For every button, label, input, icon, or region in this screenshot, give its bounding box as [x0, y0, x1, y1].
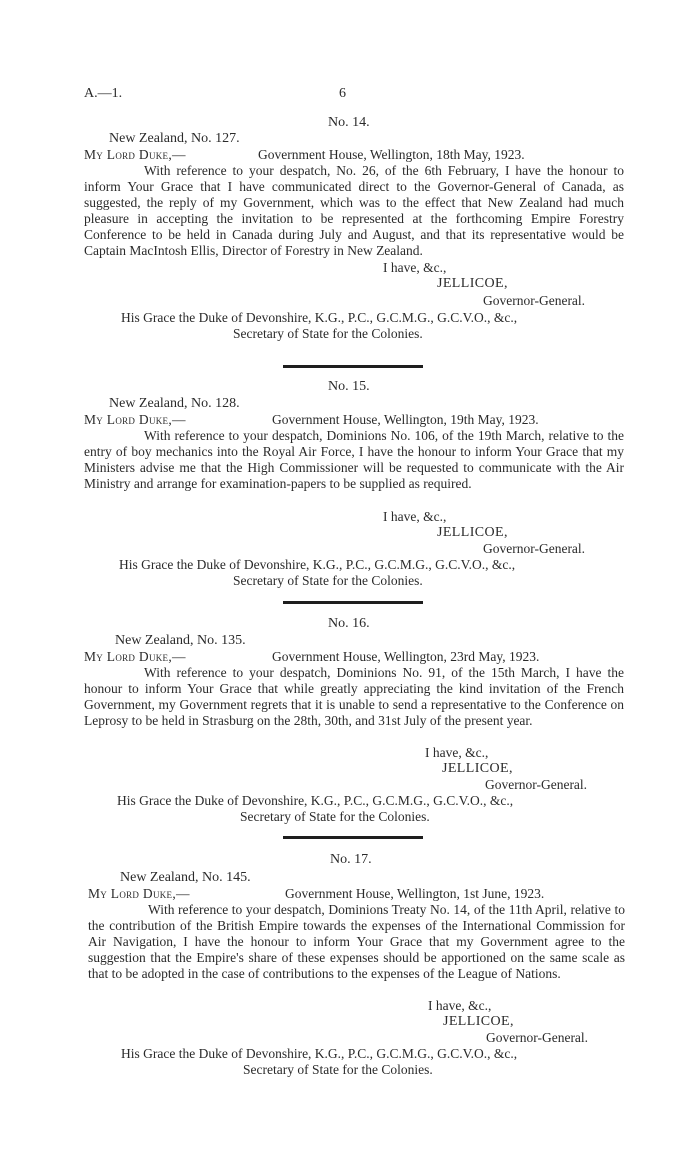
page-number: 6 — [339, 86, 346, 101]
letter-body: With reference to your despatch, Dominions No. 91, of the 15th March, I have the honour to inform Your Grace that while greatly appreciating the kind invitation of the French Government, my Government regrets that it is unable to send a representative to the Conference on Leprosy to be held in Strasburg on the 28th, 30th, and 31st July of the present year. — [84, 665, 624, 728]
addressee: His Grace the Duke of Devonshire, K.G., P.C., G.C.M.G., G.C.V.O., &c., — [117, 793, 514, 808]
signature: JELLICOE, — [443, 1014, 514, 1029]
addressee-office: Secretary of State for the Colonies. — [233, 573, 423, 588]
signer-title: Governor-General. — [483, 541, 586, 556]
letter-number: No. 17. — [330, 852, 372, 867]
letter-number: No. 16. — [328, 616, 370, 631]
nz-reference: New Zealand, No. 145. — [120, 870, 251, 885]
signature: JELLICOE, — [442, 761, 513, 776]
section-divider — [283, 836, 423, 839]
signer-title: Governor-General. — [485, 777, 588, 792]
closing: I have, &c., — [425, 745, 489, 760]
salutation: My Lord Duke,— — [84, 147, 186, 162]
place-date: Government House, Wellington, 19th May, 1923. — [272, 412, 539, 427]
addressee-office: Secretary of State for the Colonies. — [243, 1062, 433, 1077]
addressee: His Grace the Duke of Devonshire, K.G., P.C., G.C.M.G., G.C.V.O., &c., — [119, 557, 516, 572]
section-divider — [283, 601, 423, 604]
letter-body: With reference to your despatch, Dominions No. 106, of the 19th March, relative to the entry of boy mechanics into the Royal Air Force, I have the honour to inform Your Grace that my Ministers advise me that the High Commissioner will be requested to communicate with the Air Ministry and arrange for examination-papers to be supplied as required. — [84, 428, 624, 491]
series-reference: A.—1. — [84, 86, 123, 101]
nz-reference: New Zealand, No. 127. — [109, 131, 240, 146]
nz-reference: New Zealand, No. 128. — [109, 396, 240, 411]
addressee: His Grace the Duke of Devonshire, K.G., P.C., G.C.M.G., G.C.V.O., &c., — [121, 1046, 518, 1061]
closing: I have, &c., — [383, 260, 447, 275]
salutation: My Lord Duke,— — [88, 886, 190, 901]
signature: JELLICOE, — [437, 276, 508, 291]
salutation: My Lord Duke,— — [84, 412, 186, 427]
closing: I have, &c., — [428, 998, 492, 1013]
addressee-office: Secretary of State for the Colonies. — [240, 809, 430, 824]
place-date: Government House, Wellington, 1st June, 1923. — [285, 886, 545, 901]
letter-number: No. 14. — [328, 115, 370, 130]
section-divider — [283, 365, 423, 368]
addressee-office: Secretary of State for the Colonies. — [233, 326, 423, 341]
signature: JELLICOE, — [437, 525, 508, 540]
addressee: His Grace the Duke of Devonshire, K.G., P.C., G.C.M.G., G.C.V.O., &c., — [121, 310, 518, 325]
letter-number: No. 15. — [328, 379, 370, 394]
nz-reference: New Zealand, No. 135. — [115, 633, 246, 648]
letter-body: With reference to your despatch, Dominions Treaty No. 14, of the 11th April, relative to the contribution of the British Empire towards the expenses of the International Commission for Air Navigation, I have the honour to inform Your Grace that my Government agree to the suggestion that the Empire's share of these expenses should be apportioned on the same scale as that to be adopted in the case of contributions to the expenses of the League of Nations. — [88, 902, 625, 981]
place-date: Government House, Wellington, 23rd May, 1923. — [272, 649, 540, 664]
closing: I have, &c., — [383, 509, 447, 524]
salutation: My Lord Duke,— — [84, 649, 186, 664]
signer-title: Governor-General. — [483, 293, 586, 308]
letter-body: With reference to your despatch, No. 26, of the 6th February, I have the honour to inform Your Grace that I have communicated direct to the Governor-General of Canada, as suggested, the reply of my Government, which was to the effect that New Zealand had much pleasure in accepting the invitation to be represented at the forthcoming Empire Forestry Conference to be held in Canada during July and August, and that its representative would be Captain MacIntosh Ellis, Director of Forestry in New Zealand. — [84, 163, 624, 258]
signer-title: Governor-General. — [486, 1030, 589, 1045]
place-date: Government House, Wellington, 18th May, 1923. — [258, 147, 525, 162]
